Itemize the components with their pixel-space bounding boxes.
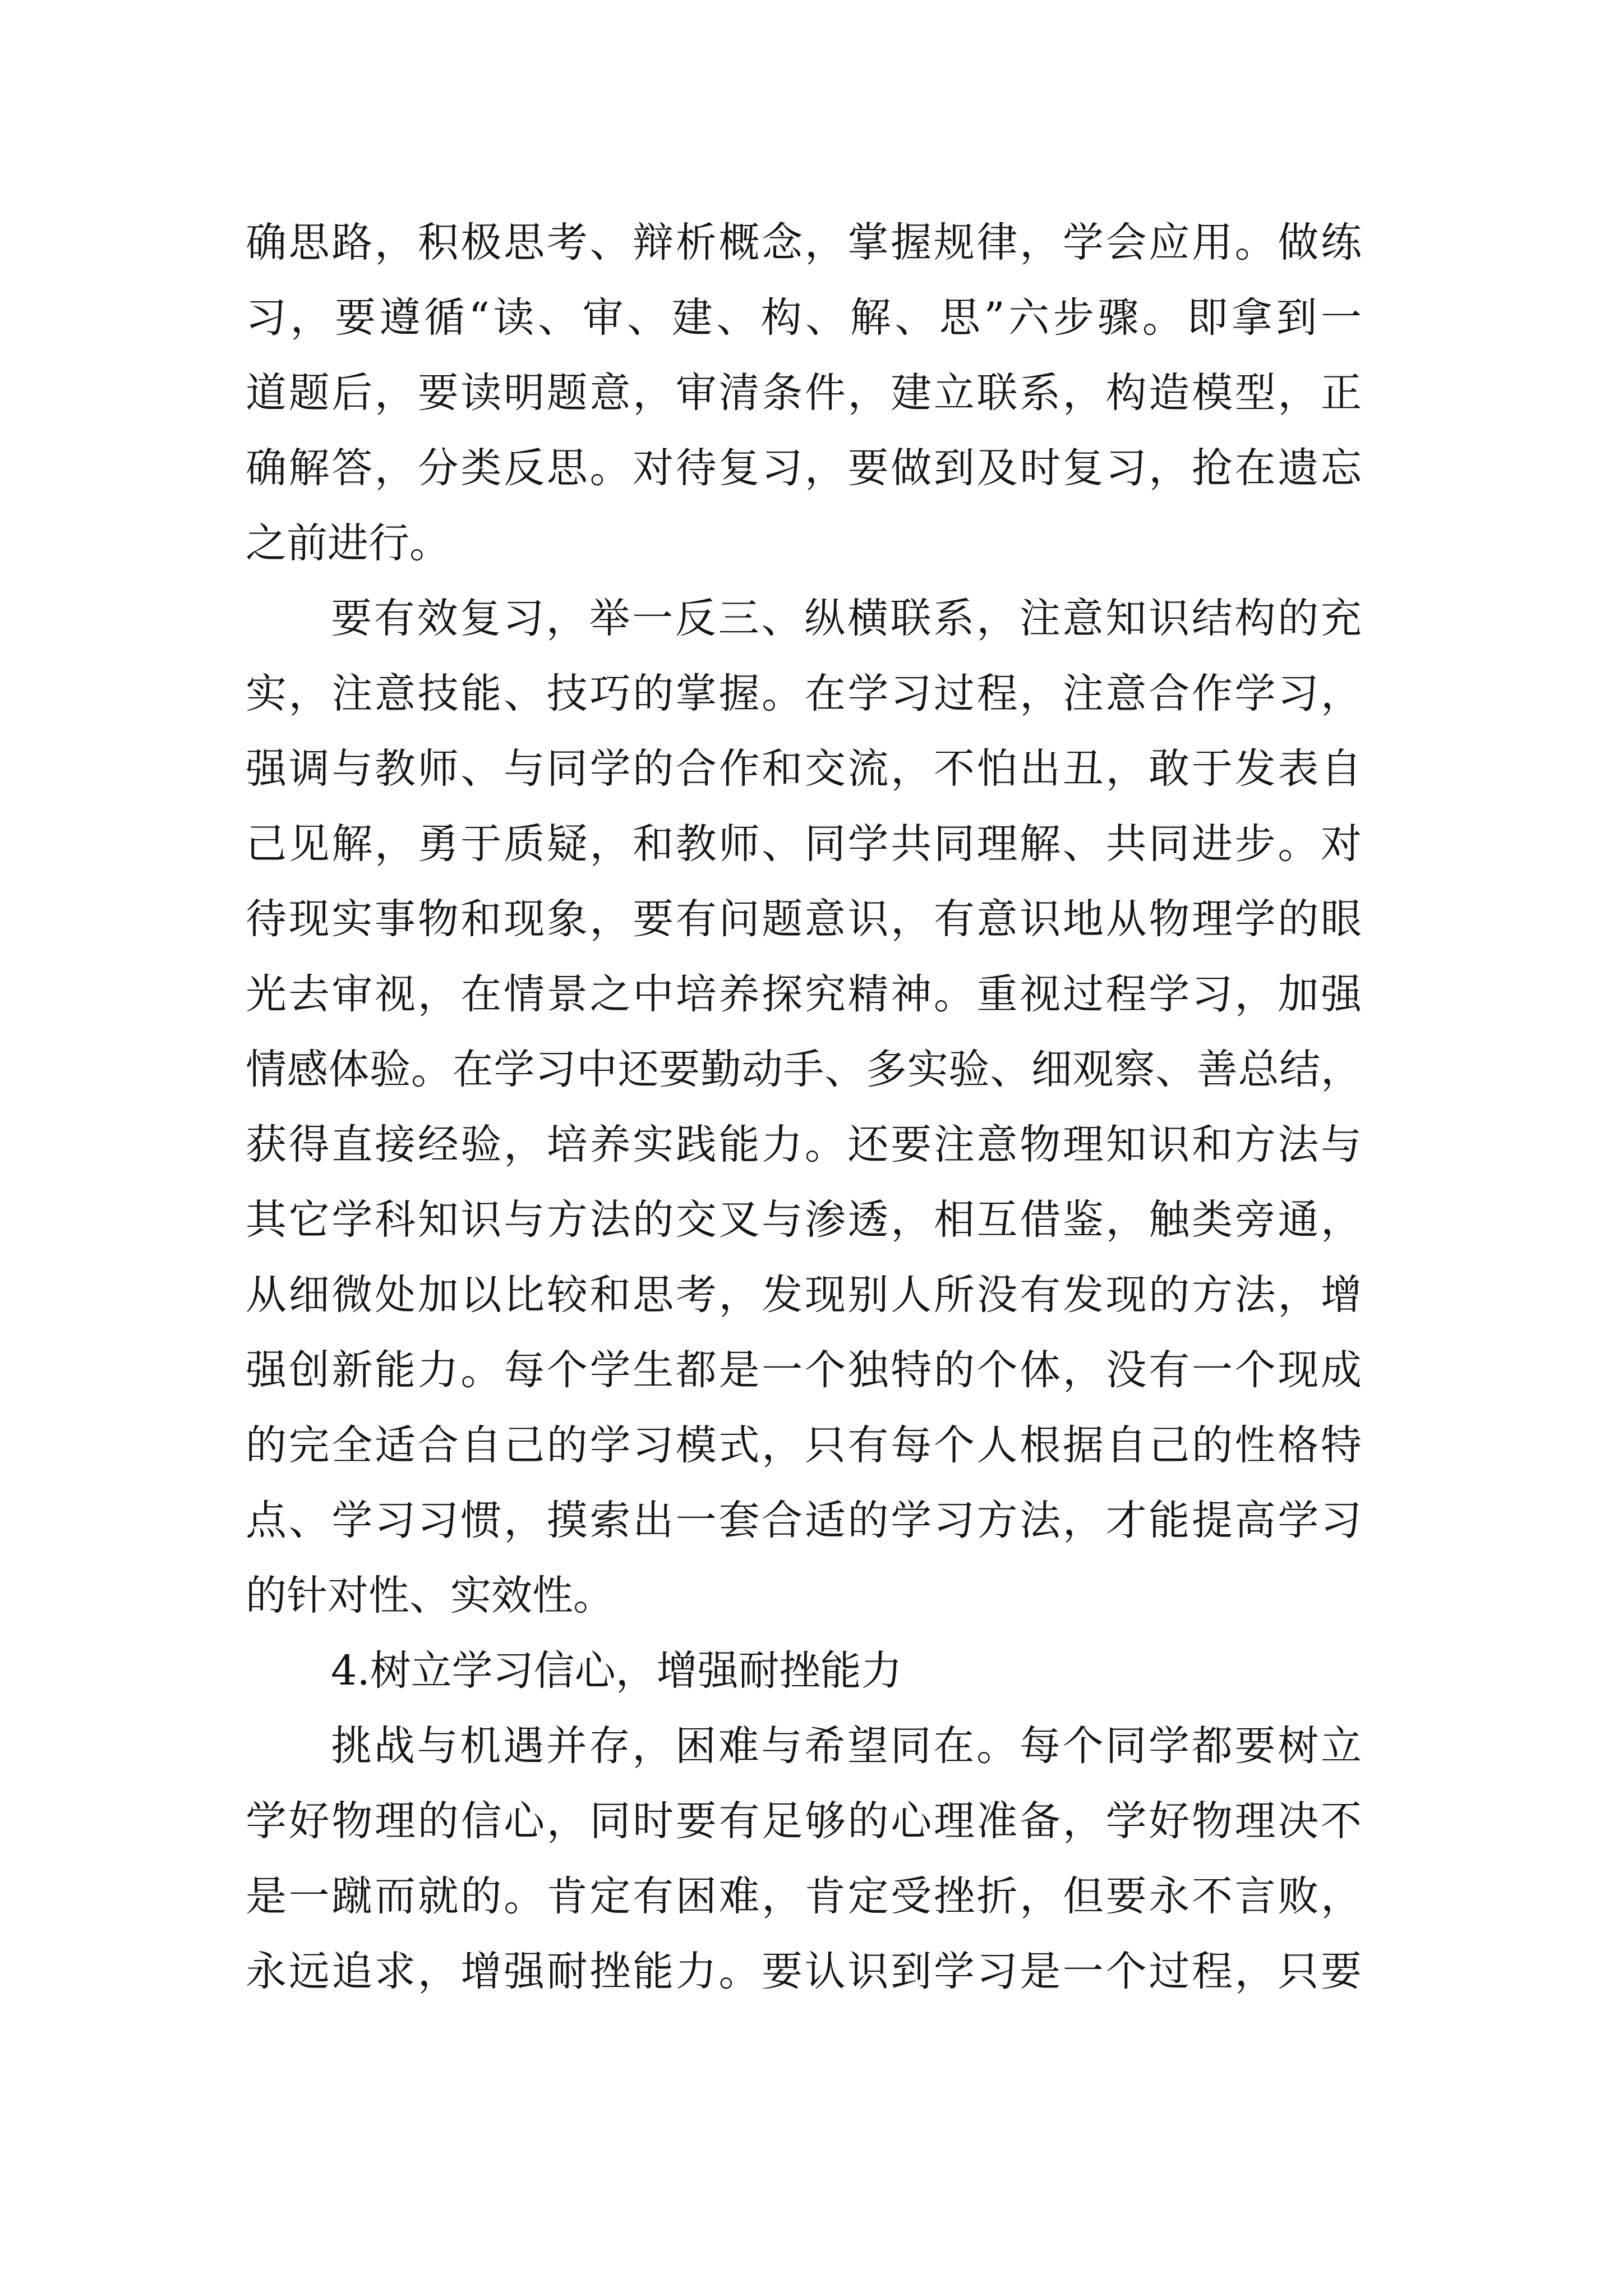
paragraph bbox=[246, 1709, 1362, 2009]
text-line: 点、学习习惯，摸索出一套合适的学习方法，才能提高学习 bbox=[246, 1497, 1362, 1544]
text-line: 强创新能力。每个学生都是一个独特的个体，没有一个现成 bbox=[246, 1346, 1362, 1394]
text-line: 要有效复习，举一反三、纵横联系，注意知识结构的充 bbox=[331, 595, 1362, 642]
text-line: 是一蹴而就的。肯定有困难，肯定受挫折，但要永不言败， bbox=[246, 1872, 1362, 1920]
text-line: 之前进行。 bbox=[246, 519, 450, 567]
text-line: 强调与教师、与同学的合作和交流，不怕出丑，敢于发表自 bbox=[246, 745, 1362, 793]
text-line: 待现实事物和现象，要有问题意识，有意识地从物理学的眼 bbox=[246, 895, 1362, 943]
text-line: 挑战与机遇并存，困难与希望同在。每个同学都要树立 bbox=[331, 1722, 1362, 1770]
text-line: 实，注意技能、技巧的掌握。在学习过程，注意合作学习， bbox=[246, 670, 1362, 717]
text-line: 永远追求，增强耐挫能力。要认识到学习是一个过程，只要 bbox=[246, 1948, 1362, 1995]
section-heading: 4.树立学习信心，增强耐挫能力 bbox=[331, 1647, 902, 1695]
text-line: 习，要遵循“读、审、建、构、解、思”六步骤。即拿到一 bbox=[246, 294, 1362, 342]
text-line: 学好物理的信心，同时要有足够的心理准备，学好物理决不 bbox=[246, 1797, 1362, 1845]
text-line: 确思路，积极思考、辩析概念，掌握规律，学会应用。做练 bbox=[246, 219, 1362, 266]
text-line: 道题后，要读明题意，审清条件，建立联系，构造模型，正 bbox=[246, 369, 1362, 417]
text-line: 的针对性、实效性。 bbox=[246, 1572, 614, 1619]
body-text bbox=[246, 205, 1362, 2009]
paragraph bbox=[246, 581, 1362, 1634]
text-line: 光去审视，在情景之中培养探究精神。重视过程学习，加强 bbox=[246, 970, 1362, 1018]
text-line: 己见解，勇于质疑，和教师、同学共同理解、共同进步。对 bbox=[246, 820, 1362, 868]
text-line: 的完全适合自己的学习模式，只有每个人根据自己的性格特 bbox=[246, 1421, 1362, 1469]
text-line: 情感体验。在学习中还要勤动手、多实验、细观察、善总结， bbox=[246, 1046, 1362, 1093]
text-line: 确解答，分类反思。对待复习，要做到及时复习，抢在遗忘 bbox=[246, 444, 1362, 492]
text-line: 其它学科知识与方法的交叉与渗透，相互借鉴，触类旁通， bbox=[246, 1196, 1362, 1244]
paragraph bbox=[246, 205, 1362, 581]
text-line: 获得直接经验，培养实践能力。还要注意物理知识和方法与 bbox=[246, 1121, 1362, 1168]
text-line: 从细微处加以比较和思考，发现别人所没有发现的方法，增 bbox=[246, 1271, 1362, 1319]
